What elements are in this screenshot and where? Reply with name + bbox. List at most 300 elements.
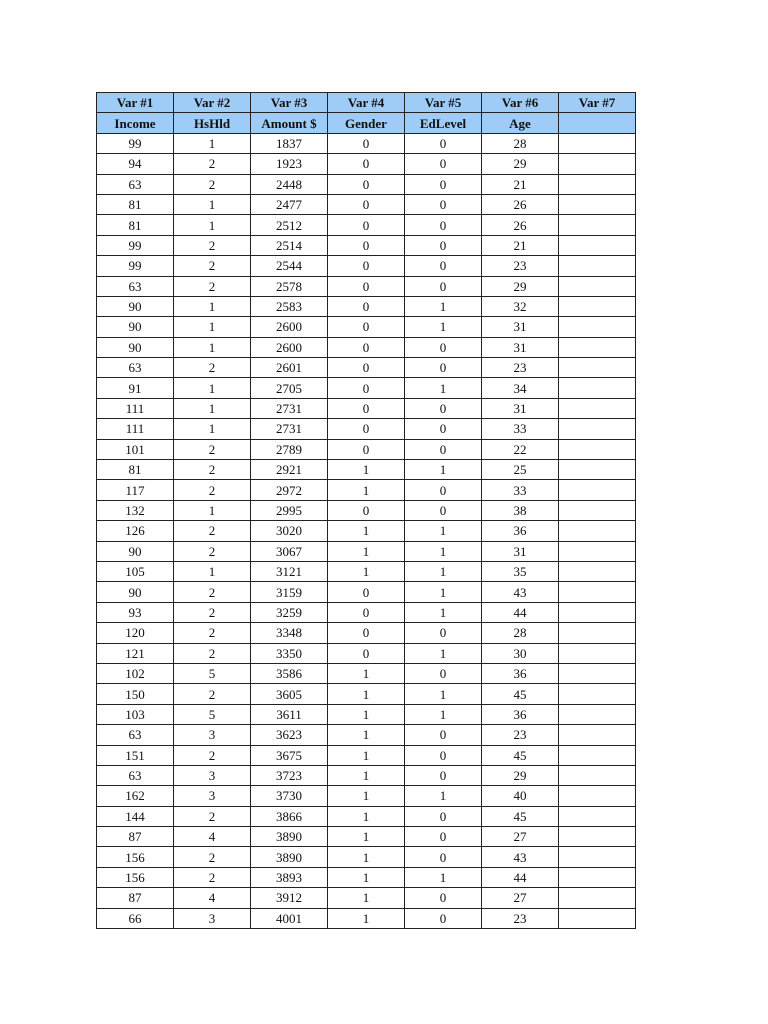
table-cell: 0 bbox=[405, 806, 482, 826]
table-cell: 0 bbox=[328, 133, 405, 153]
table-cell: 2477 bbox=[251, 194, 328, 214]
table-cell: 3259 bbox=[251, 602, 328, 622]
table-cell: 1 bbox=[328, 745, 405, 765]
table-cell: 0 bbox=[405, 827, 482, 847]
table-cell: 150 bbox=[97, 684, 174, 704]
table-cell: 0 bbox=[405, 337, 482, 357]
table-cell: 3 bbox=[174, 786, 251, 806]
table-cell: 1 bbox=[174, 500, 251, 520]
table-cell: 0 bbox=[405, 765, 482, 785]
table-cell: 0 bbox=[328, 500, 405, 520]
table-cell: 0 bbox=[405, 235, 482, 255]
table-cell: 0 bbox=[328, 317, 405, 337]
table-cell: 2 bbox=[174, 256, 251, 276]
table-cell: 1 bbox=[405, 460, 482, 480]
table-cell: 2 bbox=[174, 867, 251, 887]
table-cell: 44 bbox=[482, 602, 559, 622]
table-cell bbox=[559, 256, 636, 276]
table-row bbox=[97, 643, 636, 663]
header-var-2: Var #2 bbox=[174, 93, 251, 113]
table-cell: 28 bbox=[482, 623, 559, 643]
table-cell: 63 bbox=[97, 276, 174, 296]
table-cell: 2601 bbox=[251, 358, 328, 378]
table-cell bbox=[559, 500, 636, 520]
table-cell: 2 bbox=[174, 582, 251, 602]
table-cell: 31 bbox=[482, 337, 559, 357]
table-cell bbox=[559, 623, 636, 643]
table-row bbox=[97, 154, 636, 174]
data-table bbox=[96, 92, 636, 929]
table-cell: 31 bbox=[482, 398, 559, 418]
table-cell bbox=[559, 582, 636, 602]
table-cell: 1 bbox=[405, 296, 482, 316]
table-cell: 1 bbox=[174, 419, 251, 439]
table-row bbox=[97, 684, 636, 704]
table-cell: 1 bbox=[174, 215, 251, 235]
table-cell: 101 bbox=[97, 439, 174, 459]
table-cell bbox=[559, 194, 636, 214]
table-cell: 156 bbox=[97, 867, 174, 887]
table-cell: 2 bbox=[174, 806, 251, 826]
table-cell: 2544 bbox=[251, 256, 328, 276]
table-cell: 2583 bbox=[251, 296, 328, 316]
table-cell: 3730 bbox=[251, 786, 328, 806]
table-cell bbox=[559, 174, 636, 194]
table-cell: 94 bbox=[97, 154, 174, 174]
header-var-7: Var #7 bbox=[559, 93, 636, 113]
table-cell: 0 bbox=[405, 500, 482, 520]
table-cell: 0 bbox=[328, 174, 405, 194]
table-cell: 3893 bbox=[251, 867, 328, 887]
table-cell: 3605 bbox=[251, 684, 328, 704]
table-cell bbox=[559, 480, 636, 500]
header-var-7-name bbox=[559, 113, 636, 133]
table-row bbox=[97, 623, 636, 643]
table-cell: 3348 bbox=[251, 623, 328, 643]
table-cell: 31 bbox=[482, 541, 559, 561]
table-cell: 1 bbox=[405, 867, 482, 887]
table-cell: 126 bbox=[97, 521, 174, 541]
table-cell: 23 bbox=[482, 256, 559, 276]
table-cell: 3159 bbox=[251, 582, 328, 602]
table-cell: 1 bbox=[328, 684, 405, 704]
table-cell: 0 bbox=[405, 745, 482, 765]
table-cell: 1 bbox=[328, 908, 405, 928]
table-row bbox=[97, 500, 636, 520]
table-cell: 0 bbox=[328, 398, 405, 418]
table-cell: 0 bbox=[328, 643, 405, 663]
table-cell: 144 bbox=[97, 806, 174, 826]
table-cell bbox=[559, 276, 636, 296]
table-cell bbox=[559, 602, 636, 622]
table-cell: 81 bbox=[97, 460, 174, 480]
table-row bbox=[97, 888, 636, 908]
table-cell: 44 bbox=[482, 867, 559, 887]
table-cell: 151 bbox=[97, 745, 174, 765]
table-cell: 1 bbox=[328, 521, 405, 541]
table-cell: 0 bbox=[405, 194, 482, 214]
table-cell: 0 bbox=[328, 337, 405, 357]
table-cell bbox=[559, 888, 636, 908]
table-cell: 0 bbox=[328, 419, 405, 439]
table-cell: 87 bbox=[97, 888, 174, 908]
table-cell: 38 bbox=[482, 500, 559, 520]
table-cell: 25 bbox=[482, 460, 559, 480]
table-cell: 0 bbox=[328, 602, 405, 622]
table-cell: 1837 bbox=[251, 133, 328, 153]
table-cell: 3067 bbox=[251, 541, 328, 561]
table-cell: 1 bbox=[328, 480, 405, 500]
table-cell: 1 bbox=[328, 765, 405, 785]
table-cell: 1 bbox=[328, 460, 405, 480]
table-cell: 33 bbox=[482, 419, 559, 439]
table-cell: 111 bbox=[97, 398, 174, 418]
table-cell bbox=[559, 358, 636, 378]
table-cell bbox=[559, 337, 636, 357]
table-cell: 2600 bbox=[251, 317, 328, 337]
table-cell: 3890 bbox=[251, 827, 328, 847]
header-var-1: Var #1 bbox=[97, 93, 174, 113]
table-cell: 1 bbox=[328, 663, 405, 683]
table-cell: 121 bbox=[97, 643, 174, 663]
table-row bbox=[97, 847, 636, 867]
header-var-6: Var #6 bbox=[482, 93, 559, 113]
table-row bbox=[97, 439, 636, 459]
table-cell bbox=[559, 317, 636, 337]
table-cell: 2512 bbox=[251, 215, 328, 235]
table-cell: 0 bbox=[405, 725, 482, 745]
table-cell: 1 bbox=[405, 541, 482, 561]
header-amount: Amount $ bbox=[251, 113, 328, 133]
table-cell: 120 bbox=[97, 623, 174, 643]
table-cell: 21 bbox=[482, 174, 559, 194]
table-row bbox=[97, 480, 636, 500]
table-cell bbox=[559, 561, 636, 581]
table-cell: 1 bbox=[174, 337, 251, 357]
table-cell: 0 bbox=[405, 215, 482, 235]
table-cell: 90 bbox=[97, 541, 174, 561]
table-cell: 33 bbox=[482, 480, 559, 500]
table-row bbox=[97, 194, 636, 214]
table-cell bbox=[559, 765, 636, 785]
table-cell: 87 bbox=[97, 827, 174, 847]
table-cell: 0 bbox=[328, 154, 405, 174]
table-cell: 2 bbox=[174, 174, 251, 194]
table-cell: 1 bbox=[405, 521, 482, 541]
table-cell: 0 bbox=[328, 623, 405, 643]
table-row bbox=[97, 867, 636, 887]
table-cell: 2731 bbox=[251, 398, 328, 418]
table-row bbox=[97, 582, 636, 602]
table-row bbox=[97, 215, 636, 235]
table-cell: 156 bbox=[97, 847, 174, 867]
table-cell: 0 bbox=[405, 358, 482, 378]
table-cell: 103 bbox=[97, 704, 174, 724]
table-cell: 1 bbox=[328, 888, 405, 908]
table-cell bbox=[559, 704, 636, 724]
header-edlevel: EdLevel bbox=[405, 113, 482, 133]
table-cell: 1 bbox=[328, 725, 405, 745]
table-cell: 0 bbox=[405, 154, 482, 174]
table-cell: 1 bbox=[405, 643, 482, 663]
table-cell: 2 bbox=[174, 276, 251, 296]
table-cell: 2 bbox=[174, 439, 251, 459]
table-cell: 3723 bbox=[251, 765, 328, 785]
table-cell: 2705 bbox=[251, 378, 328, 398]
table-row bbox=[97, 663, 636, 683]
table-cell: 4001 bbox=[251, 908, 328, 928]
table-row bbox=[97, 806, 636, 826]
table-cell: 81 bbox=[97, 194, 174, 214]
table-cell bbox=[559, 154, 636, 174]
table-cell: 4 bbox=[174, 827, 251, 847]
table-cell bbox=[559, 643, 636, 663]
table-cell: 31 bbox=[482, 317, 559, 337]
table-cell: 4 bbox=[174, 888, 251, 908]
table-cell: 1 bbox=[328, 786, 405, 806]
table-cell: 3121 bbox=[251, 561, 328, 581]
table-row bbox=[97, 419, 636, 439]
table-cell bbox=[559, 215, 636, 235]
table-cell: 0 bbox=[405, 623, 482, 643]
table-cell: 1 bbox=[328, 867, 405, 887]
table-cell: 36 bbox=[482, 521, 559, 541]
table-cell: 30 bbox=[482, 643, 559, 663]
table-cell: 0 bbox=[405, 663, 482, 683]
table-cell: 1 bbox=[174, 378, 251, 398]
table-cell: 2 bbox=[174, 154, 251, 174]
table-cell: 1 bbox=[174, 398, 251, 418]
table-row bbox=[97, 704, 636, 724]
header-hshld: HsHld bbox=[174, 113, 251, 133]
header-row-variables bbox=[97, 93, 636, 113]
table-cell: 3 bbox=[174, 908, 251, 928]
header-var-4: Var #4 bbox=[328, 93, 405, 113]
table-cell: 1 bbox=[405, 684, 482, 704]
table-cell: 0 bbox=[405, 419, 482, 439]
table-cell: 5 bbox=[174, 704, 251, 724]
table-cell: 32 bbox=[482, 296, 559, 316]
table-cell: 2578 bbox=[251, 276, 328, 296]
table-cell: 1 bbox=[405, 582, 482, 602]
table-cell: 1 bbox=[174, 561, 251, 581]
table-cell: 63 bbox=[97, 358, 174, 378]
header-var-3: Var #3 bbox=[251, 93, 328, 113]
table-cell: 0 bbox=[328, 194, 405, 214]
table-cell: 0 bbox=[328, 215, 405, 235]
table-cell: 99 bbox=[97, 235, 174, 255]
table-cell bbox=[559, 684, 636, 704]
table-cell: 0 bbox=[405, 276, 482, 296]
table-cell: 2 bbox=[174, 745, 251, 765]
table-cell: 26 bbox=[482, 194, 559, 214]
table-cell bbox=[559, 398, 636, 418]
table-cell: 45 bbox=[482, 745, 559, 765]
table-cell: 2448 bbox=[251, 174, 328, 194]
table-cell: 63 bbox=[97, 174, 174, 194]
table-cell bbox=[559, 908, 636, 928]
table-cell: 102 bbox=[97, 663, 174, 683]
table-cell: 0 bbox=[405, 133, 482, 153]
table-cell bbox=[559, 460, 636, 480]
table-row bbox=[97, 725, 636, 745]
table-cell: 90 bbox=[97, 317, 174, 337]
table-cell: 1 bbox=[328, 847, 405, 867]
table-cell: 0 bbox=[405, 480, 482, 500]
table-cell: 1 bbox=[174, 194, 251, 214]
table-cell: 1 bbox=[328, 704, 405, 724]
table-cell: 0 bbox=[328, 256, 405, 276]
header-gender: Gender bbox=[328, 113, 405, 133]
table-cell: 0 bbox=[328, 358, 405, 378]
table-cell: 43 bbox=[482, 582, 559, 602]
table-cell: 0 bbox=[405, 888, 482, 908]
table-cell: 2731 bbox=[251, 419, 328, 439]
table-cell: 34 bbox=[482, 378, 559, 398]
table-cell: 66 bbox=[97, 908, 174, 928]
table-cell: 5 bbox=[174, 663, 251, 683]
table-row bbox=[97, 602, 636, 622]
table-cell: 28 bbox=[482, 133, 559, 153]
table-row bbox=[97, 174, 636, 194]
table-cell: 3866 bbox=[251, 806, 328, 826]
table-row bbox=[97, 765, 636, 785]
table-row bbox=[97, 133, 636, 153]
table-cell: 1 bbox=[405, 602, 482, 622]
header-income: Income bbox=[97, 113, 174, 133]
table-cell: 29 bbox=[482, 276, 559, 296]
header-row-names bbox=[97, 113, 636, 133]
table-cell: 0 bbox=[328, 276, 405, 296]
table-cell: 1 bbox=[328, 561, 405, 581]
table-row bbox=[97, 561, 636, 581]
table-row bbox=[97, 745, 636, 765]
table-cell: 3912 bbox=[251, 888, 328, 908]
table-cell: 81 bbox=[97, 215, 174, 235]
table-cell: 99 bbox=[97, 133, 174, 153]
table-cell: 29 bbox=[482, 765, 559, 785]
table-cell bbox=[559, 378, 636, 398]
table-cell: 63 bbox=[97, 725, 174, 745]
table-cell: 1 bbox=[174, 296, 251, 316]
table-cell: 3675 bbox=[251, 745, 328, 765]
table-cell: 22 bbox=[482, 439, 559, 459]
table-cell: 1 bbox=[328, 806, 405, 826]
table-cell bbox=[559, 745, 636, 765]
table-cell: 117 bbox=[97, 480, 174, 500]
table-cell: 1 bbox=[405, 378, 482, 398]
table-cell: 1 bbox=[328, 541, 405, 561]
table-cell: 35 bbox=[482, 561, 559, 581]
table-cell: 2514 bbox=[251, 235, 328, 255]
table-cell: 0 bbox=[328, 296, 405, 316]
table-cell: 2600 bbox=[251, 337, 328, 357]
table-cell: 2 bbox=[174, 460, 251, 480]
table-cell: 2 bbox=[174, 358, 251, 378]
table-row bbox=[97, 460, 636, 480]
table-cell: 3586 bbox=[251, 663, 328, 683]
table-cell: 45 bbox=[482, 684, 559, 704]
table-cell: 105 bbox=[97, 561, 174, 581]
table-cell: 1 bbox=[405, 561, 482, 581]
table-cell bbox=[559, 847, 636, 867]
table-cell: 0 bbox=[405, 908, 482, 928]
table-cell: 3623 bbox=[251, 725, 328, 745]
table-cell: 27 bbox=[482, 888, 559, 908]
table-cell: 2 bbox=[174, 643, 251, 663]
table-cell: 2995 bbox=[251, 500, 328, 520]
table-cell bbox=[559, 235, 636, 255]
table-cell: 2 bbox=[174, 521, 251, 541]
table-row bbox=[97, 358, 636, 378]
table-cell: 43 bbox=[482, 847, 559, 867]
table-row bbox=[97, 786, 636, 806]
table-cell bbox=[559, 663, 636, 683]
table-cell: 26 bbox=[482, 215, 559, 235]
table-cell bbox=[559, 541, 636, 561]
table-cell: 0 bbox=[405, 439, 482, 459]
header-age: Age bbox=[482, 113, 559, 133]
table-cell: 90 bbox=[97, 582, 174, 602]
table-cell: 90 bbox=[97, 296, 174, 316]
table-cell: 2 bbox=[174, 602, 251, 622]
table-row bbox=[97, 296, 636, 316]
table-cell: 99 bbox=[97, 256, 174, 276]
table-cell: 27 bbox=[482, 827, 559, 847]
table-cell: 2921 bbox=[251, 460, 328, 480]
table-row bbox=[97, 378, 636, 398]
table-cell bbox=[559, 786, 636, 806]
table-cell: 0 bbox=[405, 398, 482, 418]
table-cell: 1 bbox=[405, 317, 482, 337]
table-cell: 3890 bbox=[251, 847, 328, 867]
table-cell: 93 bbox=[97, 602, 174, 622]
table-cell: 63 bbox=[97, 765, 174, 785]
table-cell: 3350 bbox=[251, 643, 328, 663]
table-cell: 1 bbox=[405, 704, 482, 724]
table-cell: 2972 bbox=[251, 480, 328, 500]
table-cell: 23 bbox=[482, 725, 559, 745]
table-cell: 1 bbox=[405, 786, 482, 806]
table-body bbox=[97, 133, 636, 928]
table-cell: 1 bbox=[174, 133, 251, 153]
table-cell: 2 bbox=[174, 235, 251, 255]
table-cell bbox=[559, 806, 636, 826]
table-cell bbox=[559, 296, 636, 316]
table-cell bbox=[559, 867, 636, 887]
table-cell: 132 bbox=[97, 500, 174, 520]
table-cell: 2 bbox=[174, 684, 251, 704]
table-cell: 162 bbox=[97, 786, 174, 806]
table-cell: 40 bbox=[482, 786, 559, 806]
table-header bbox=[97, 93, 636, 134]
table-cell: 0 bbox=[328, 378, 405, 398]
header-var-5: Var #5 bbox=[405, 93, 482, 113]
table-cell bbox=[559, 521, 636, 541]
table-cell: 3611 bbox=[251, 704, 328, 724]
table-cell: 29 bbox=[482, 154, 559, 174]
table-cell: 2 bbox=[174, 623, 251, 643]
table-cell bbox=[559, 827, 636, 847]
table-cell bbox=[559, 133, 636, 153]
table-row bbox=[97, 317, 636, 337]
table-cell: 0 bbox=[328, 235, 405, 255]
table-cell: 23 bbox=[482, 908, 559, 928]
table-cell: 45 bbox=[482, 806, 559, 826]
table-cell: 1923 bbox=[251, 154, 328, 174]
table-cell: 0 bbox=[405, 847, 482, 867]
table-row bbox=[97, 276, 636, 296]
